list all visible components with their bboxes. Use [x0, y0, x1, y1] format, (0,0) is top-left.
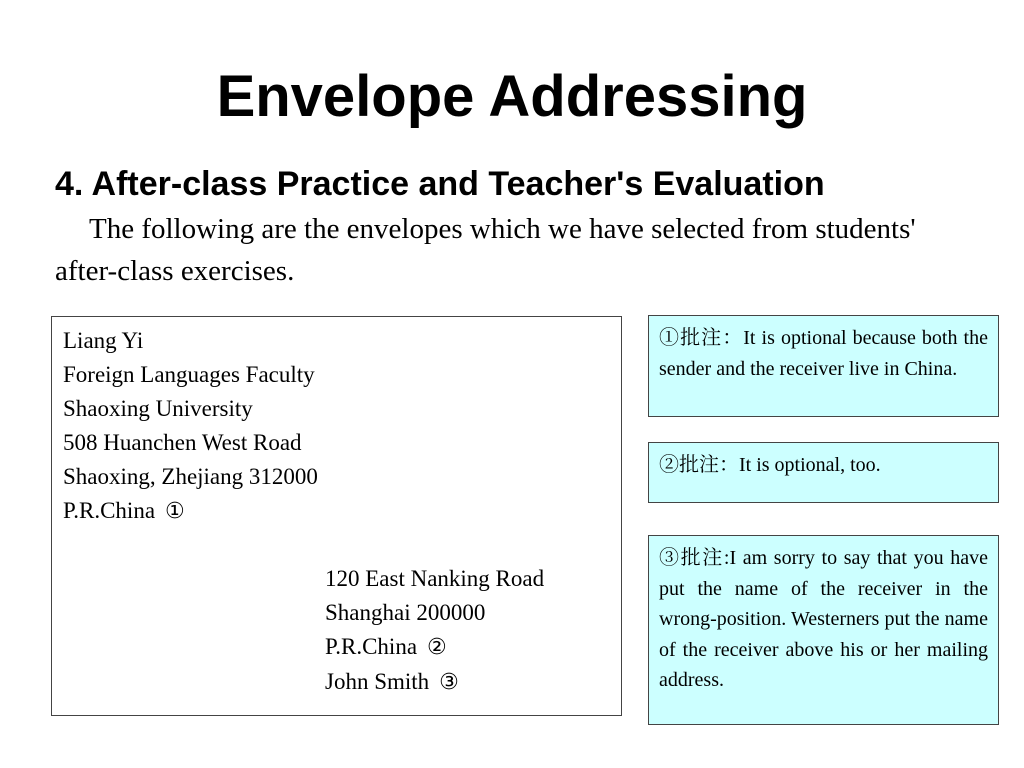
sender-country: P.R.China — [63, 498, 156, 523]
annotation-mark-1: ① — [165, 499, 185, 524]
sender-name: Liang Yi — [63, 328, 144, 353]
recipient-name: John Smith — [325, 669, 430, 694]
annotation-note-2 — [648, 442, 999, 503]
recipient-line-1: 120 East Nanking Road — [325, 566, 545, 591]
envelope — [51, 316, 622, 716]
page-title: Envelope Addressing — [216, 64, 808, 129]
annotation-note-3 — [648, 535, 999, 725]
sender-line-3: 508 Huanchen West Road — [63, 430, 302, 455]
sender-country-line — [63, 494, 318, 529]
sender-line-1: Foreign Languages Faculty — [63, 362, 315, 387]
section-heading: 4. After-class Practice and Teacher's Evaluation — [55, 165, 825, 203]
recipient-address — [325, 562, 544, 700]
annotation-note-2-text: ②批注：It is optional, too. — [659, 454, 881, 476]
recipient-name-line — [325, 665, 544, 700]
recipient-country-line — [325, 630, 544, 665]
annotation-mark-2: ② — [427, 635, 447, 660]
recipient-country: P.R.China — [325, 634, 418, 659]
intro-paragraph: The following are the envelopes which we have selected from students' after-class exercises. — [55, 213, 916, 287]
recipient-line-2: Shanghai 200000 — [325, 600, 486, 625]
annotation-note-1-text: ①批注：It is optional because both the sender and the receiver live in China. — [659, 327, 988, 380]
sender-line-2: Shaoxing University — [63, 396, 253, 421]
annotation-note-1 — [648, 315, 999, 417]
annotation-note-3-text: ③批注:I am sorry to say that you have put the name of the receiver in the wrong-position. Westerners put the name of the receiver above his or her mailing address. — [659, 547, 988, 691]
sender-address — [63, 324, 318, 529]
annotation-mark-3: ③ — [439, 670, 459, 695]
sender-line-4: Shaoxing, Zhejiang 312000 — [63, 464, 318, 489]
